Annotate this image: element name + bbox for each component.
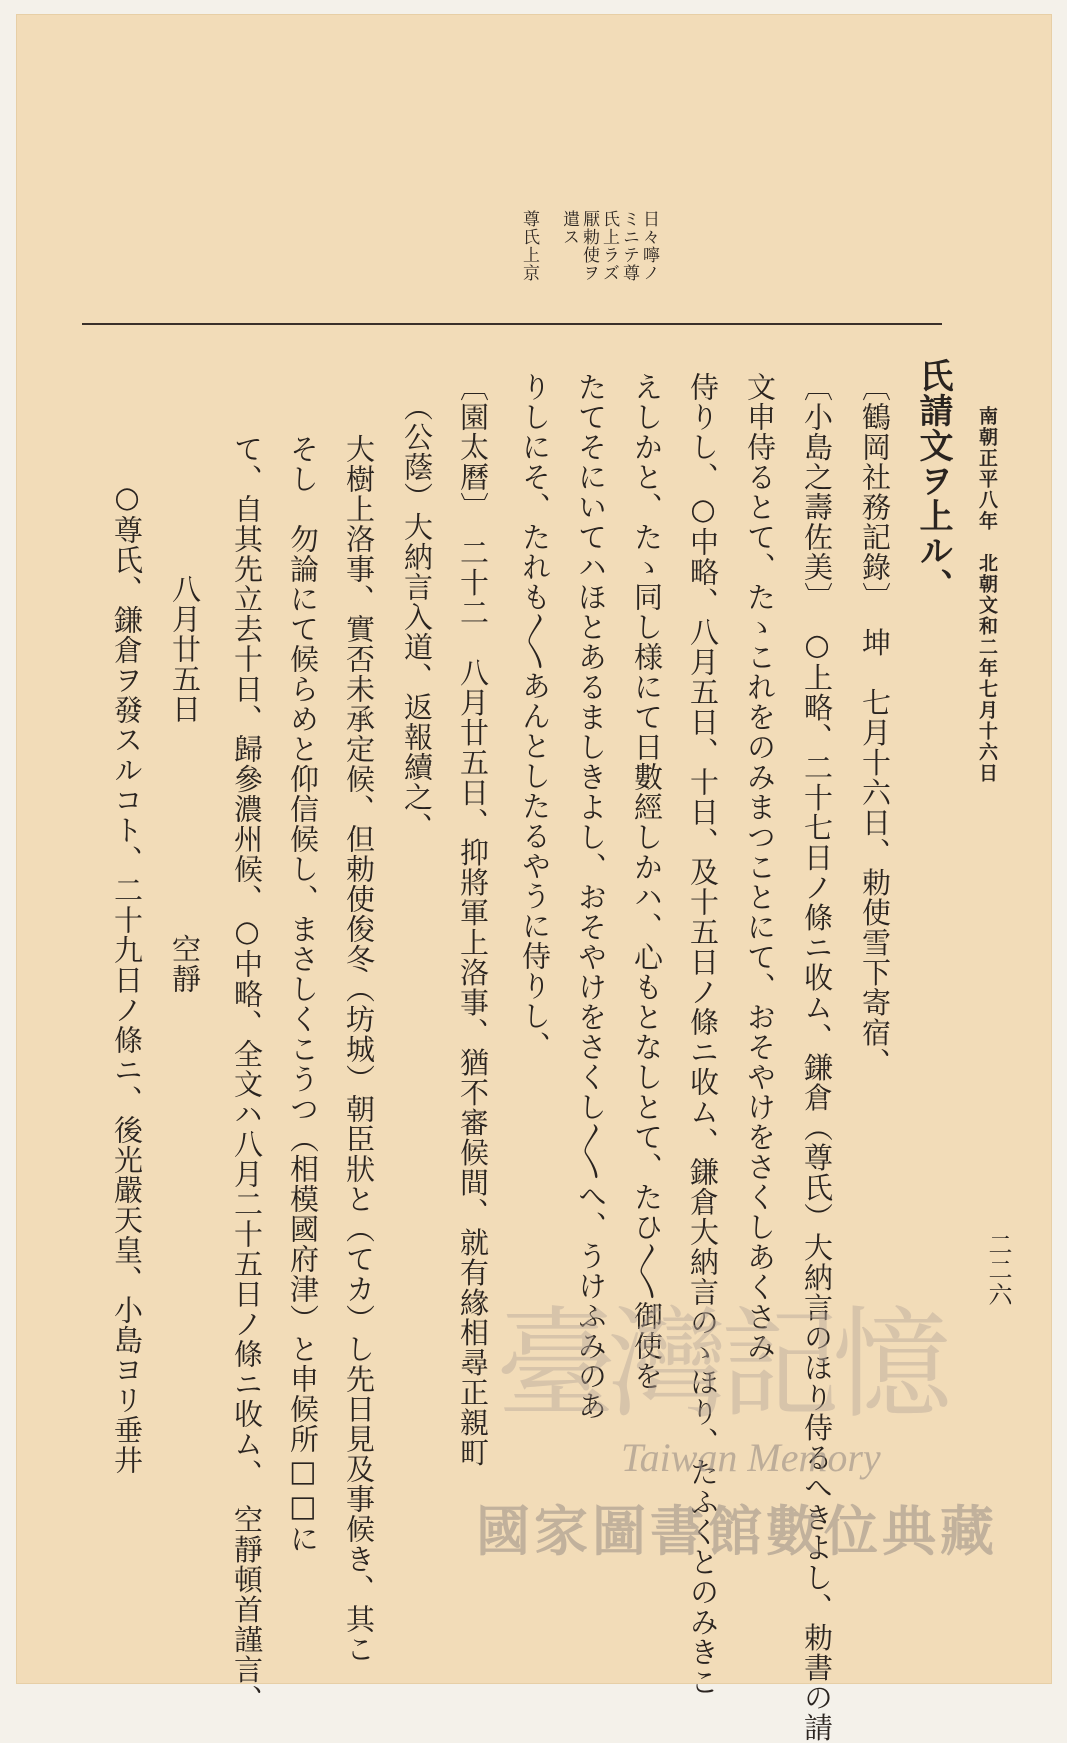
body-line: 〔鶴岡社務記錄〕 坤 七月十六日、勅使雪下寄宿、	[858, 372, 892, 1078]
body-line: 〔小島之壽佐美〕 ○上略、二十七日ノ條ニ收ム、鎌倉（尊氏）大納言のほり侍るへきよし、勅書の請	[800, 372, 834, 1743]
body-line: 八月廿五日 空靜	[168, 574, 202, 994]
body-line: そし 勿論にて候らめと仰信候し、まさしくこうつ（相模國府津）と申候所□□に	[286, 434, 320, 1554]
body-line: りしにそ、たれも〳〵あんとしたるやうに侍りし、	[518, 372, 552, 1061]
body-line: 侍りし、○中略、八月五日、十日、及十五日ノ條ニ收ム、鎌倉大納言のゝほり、たふくとのみきこ	[686, 372, 720, 1697]
margin-note: 厭勅使ヲ	[579, 210, 599, 282]
watermark-institution: 國家圖書館數位典藏	[476, 1500, 998, 1563]
body-line: 文申侍るとて、たゝこれをのみまつことにて、おそやけをさくしあくさみ	[743, 372, 777, 1362]
watermark-logo: 臺灣記憶	[496, 1296, 944, 1435]
body-line: 氏請文ヲ上ル、	[913, 358, 953, 603]
body-line: （公蔭）大納言入道、返報續之、	[400, 392, 434, 842]
margin-note: ミニテ尊	[619, 210, 639, 282]
body-line: て、自其先立去十日、歸參濃州候、○中略、全文ハ八月二十五日ノ條ニ收ム、 空靜頓首謹言、	[230, 434, 264, 1715]
margin-note: 日々嚀ノ	[639, 210, 659, 282]
body-line: えしかと、たゝ同し様にて日數經しかハ、心もとなしとて、たひ〳〵御使を	[630, 372, 664, 1391]
margin-note: 氏上ラズ	[599, 210, 619, 282]
page-number: 二二六	[984, 1232, 1012, 1307]
watermark-english: Taiwan Memory	[621, 1435, 881, 1480]
body-line: たてそにいてハほとあるましきよし、おそやけをさくし〳〵へ、うけふみのあ	[574, 372, 608, 1421]
body-line: ○尊氏、鎌倉ヲ發スルコト、二十九日ノ條ニ、後光嚴天皇、小島ヨリ垂井	[110, 480, 144, 1475]
body-line: 〔園太曆〕 二十二 八月廿五日、抑將軍上洛事、猶不審候間、就有緣相尋正親町	[456, 372, 490, 1468]
era-header: 南朝正平八年 北朝文和二年七月十六日	[976, 406, 998, 784]
margin-note: 遣ス	[559, 210, 579, 246]
body-line: 大樹上洛事、實否未承定候、但勅使俊冬（坊城）朝臣狀と（てカ）し先日見及事候き、其こ	[342, 434, 376, 1664]
document-page	[16, 14, 1052, 1743]
margin-note: 尊氏上京	[519, 210, 539, 282]
header-divider	[82, 323, 942, 325]
